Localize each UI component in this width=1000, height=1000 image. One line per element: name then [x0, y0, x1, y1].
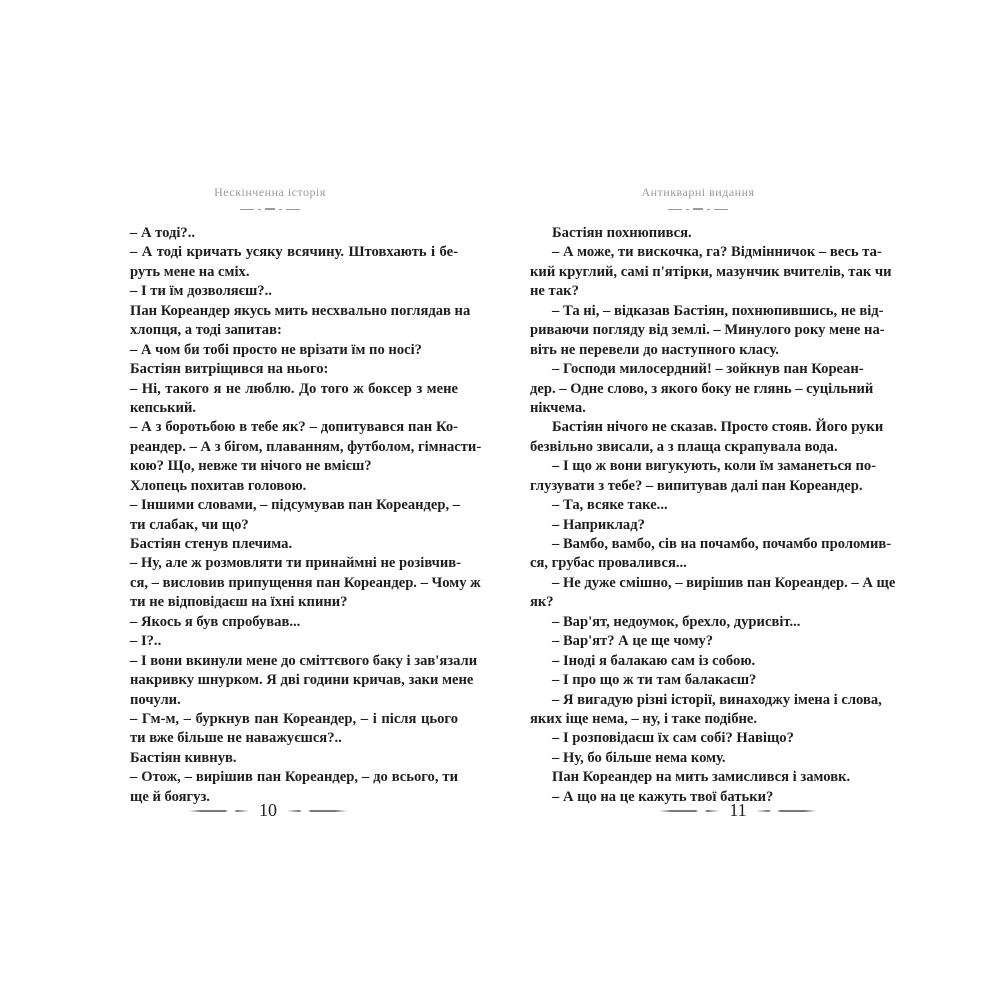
- text-line: – Вар'ят, недоумок, брехло, дурисвіт...: [552, 613, 801, 630]
- running-head: Нескінченна історія: [214, 185, 326, 199]
- text-line: руть мене на сміх.: [130, 263, 250, 280]
- running-head: Антикварні видання: [641, 185, 755, 199]
- paragraph: [530, 574, 896, 613]
- text-line: як?: [530, 594, 554, 611]
- paragraph: [530, 749, 858, 768]
- text-line: Пан Кореандер на мить замислився і замовк.: [552, 769, 851, 786]
- paragraph: [130, 535, 458, 554]
- paragraph: [130, 224, 458, 243]
- text-line: Бастіян нічого не сказав. Просто стояв. Його руки: [552, 419, 884, 436]
- page-number: 10: [259, 800, 277, 820]
- text-line: – І ти їм дозволяєш?..: [130, 283, 272, 300]
- paragraph: [530, 243, 892, 301]
- paragraph: [530, 224, 858, 243]
- text-line: ти слабак, чи що?: [130, 516, 249, 533]
- text-line: – А може, ти вискочка, га? Відмінничок – весь та-: [552, 244, 882, 261]
- text-line: – Та ні, – відказав Бастіян, похнюпившись, не від-: [552, 302, 884, 319]
- text-line: накривку шнурком. Я дві години кричав, заки мене: [130, 672, 474, 689]
- text-line: віть не перевели до наступного класу.: [530, 341, 779, 358]
- text-line: почули.: [130, 691, 181, 708]
- text-line: Бастіян кивнув.: [130, 749, 237, 766]
- page-text: [530, 224, 896, 807]
- text-line: кепський.: [130, 399, 196, 416]
- text-line: Бастіян похнюпився.: [552, 225, 692, 241]
- text-line: – Гм-м, – буркнув пан Кореандер, – і після цього: [130, 710, 458, 727]
- text-line: Хлопець похитав головою.: [130, 477, 307, 494]
- text-line: нікчема.: [530, 399, 586, 416]
- paragraph: [530, 496, 858, 515]
- text-line: – І вони вкинули мене до сміттєвого баку і зав'язали: [130, 652, 478, 669]
- paragraph: [130, 749, 458, 768]
- paragraph: [530, 632, 858, 651]
- folio-ornament: [189, 810, 249, 812]
- folio-ornament: [659, 810, 719, 812]
- text-line: ще й боягуз.: [130, 788, 210, 805]
- text-line: – І?..: [130, 633, 162, 650]
- paragraph: [530, 516, 858, 535]
- paragraph: [130, 477, 458, 496]
- paragraph: [530, 768, 858, 787]
- folio: [189, 800, 347, 821]
- folio-ornament: [757, 810, 817, 812]
- paragraph: [130, 554, 481, 612]
- paragraph: [130, 341, 458, 360]
- page-number: 11: [729, 800, 747, 820]
- paragraph: [530, 418, 884, 457]
- paragraph: [130, 418, 482, 476]
- text-line: – І про що ж ти там балакаєш?: [552, 672, 757, 689]
- text-line: – Наприклад?: [552, 516, 645, 533]
- text-line: безвільно звисали, а з плаща скрапувала вода.: [530, 438, 838, 455]
- paragraph: [130, 360, 458, 379]
- paragraph: [530, 691, 882, 730]
- header-ornament: [668, 208, 728, 212]
- text-line: – А тоді?..: [130, 225, 196, 241]
- text-line: – Ну, але ж розмовляти ти принаймні не розівчив-: [130, 555, 462, 572]
- text-line: – І розповідаєш їх сам собі? Навіщо?: [552, 730, 794, 747]
- text-line: ти вже більше не наважуєшся?..: [130, 730, 342, 747]
- text-line: – А що на це кажуть твої батьки?: [552, 788, 774, 805]
- paragraph: [130, 496, 461, 535]
- paragraph: [530, 457, 877, 496]
- paragraph: [530, 302, 885, 360]
- paragraph: [130, 613, 458, 632]
- text-line: Бастіян стенув плечима.: [130, 536, 293, 552]
- paragraph: [130, 632, 458, 651]
- text-line: Бастіян витріщився на нього:: [130, 361, 329, 378]
- text-line: – Якось я був спробував...: [130, 613, 301, 630]
- page-text: [130, 224, 482, 807]
- text-line: реандер. – А з бігом, плаванням, футболом, гімнасти-: [130, 438, 482, 455]
- text-line: – Іноді я балакаю сам із собою.: [552, 652, 756, 669]
- paragraph: [530, 671, 858, 690]
- text-line: – Вамбо, вамбо, сів на почамбо, почамбо проломив-: [552, 536, 892, 552]
- text-line: – Вар'ят? А це ще чому?: [552, 633, 714, 650]
- paragraph: [130, 302, 471, 341]
- text-line: кою? Що, невже ти нічого не вмієш?: [130, 458, 372, 475]
- paragraph: [530, 613, 858, 632]
- folio-ornament: [287, 810, 347, 812]
- paragraph: [530, 535, 892, 574]
- text-line: – А з боротьбою в тебе як? – допитувався пан Ко-: [130, 419, 458, 436]
- paragraph: [530, 729, 858, 748]
- text-line: ся, – висловив припущення пан Кореандер. – Чому ж: [130, 574, 481, 591]
- text-line: – Ну, бо більше нема кому.: [552, 749, 726, 766]
- text-line: яких іще нема, – ну, і таке подібне.: [530, 710, 758, 727]
- text-line: – А тоді кричать усяку всячину. Штовхають і бе-: [130, 244, 458, 261]
- paragraph: [130, 652, 478, 710]
- text-line: – Та, всяке таке...: [552, 497, 668, 514]
- paragraph: [130, 243, 458, 282]
- text-line: – Господи милосердний! – зойкнув пан Кореан-: [552, 361, 864, 378]
- text-line: хлопця, а тоді запитав:: [130, 322, 282, 339]
- text-line: ти не відповідаєш на їхні кпини?: [130, 594, 348, 611]
- folio: [659, 800, 816, 821]
- text-line: – Ні, такого я не люблю. До того ж боксер з мене: [130, 380, 458, 397]
- text-line: – Отож, – вирішив пан Кореандер, – до всього, ти: [130, 769, 458, 786]
- text-line: Пан Кореандер якусь мить несхвально поглядав на: [130, 302, 471, 319]
- text-line: кий круглий, самі п'ятірки, мазунчик вчителів, так чи: [530, 263, 892, 280]
- paragraph: [130, 282, 458, 301]
- text-line: – Іншими словами, – підсумував пан Кореандер, –: [130, 497, 461, 514]
- text-line: дер. – Одне слово, з якого боку не глянь – суцільний: [530, 380, 874, 397]
- text-line: – І що ж вони вигукують, коли їм заманеться по-: [552, 458, 877, 475]
- paragraph: [130, 380, 458, 419]
- text-line: – Не дуже смішно, – вирішив пан Кореандер. – А ще: [552, 574, 896, 591]
- paragraph: [530, 360, 874, 418]
- text-line: не так?: [530, 283, 579, 300]
- text-line: риваючи погляду від землі. – Минулого року мене на-: [530, 322, 885, 339]
- paragraph: [130, 710, 458, 749]
- paragraph: [530, 652, 858, 671]
- text-line: – Я вигадую різні історії, винаходжу імена і слова,: [552, 691, 882, 708]
- header-ornament: [240, 208, 300, 212]
- text-line: глузувати з тебе? – випитував далі пан Кореандер.: [530, 477, 863, 494]
- text-line: – А чом би тобі просто не врізати їм по носі?: [130, 341, 422, 358]
- text-line: ся, грубас провалився...: [530, 555, 687, 572]
